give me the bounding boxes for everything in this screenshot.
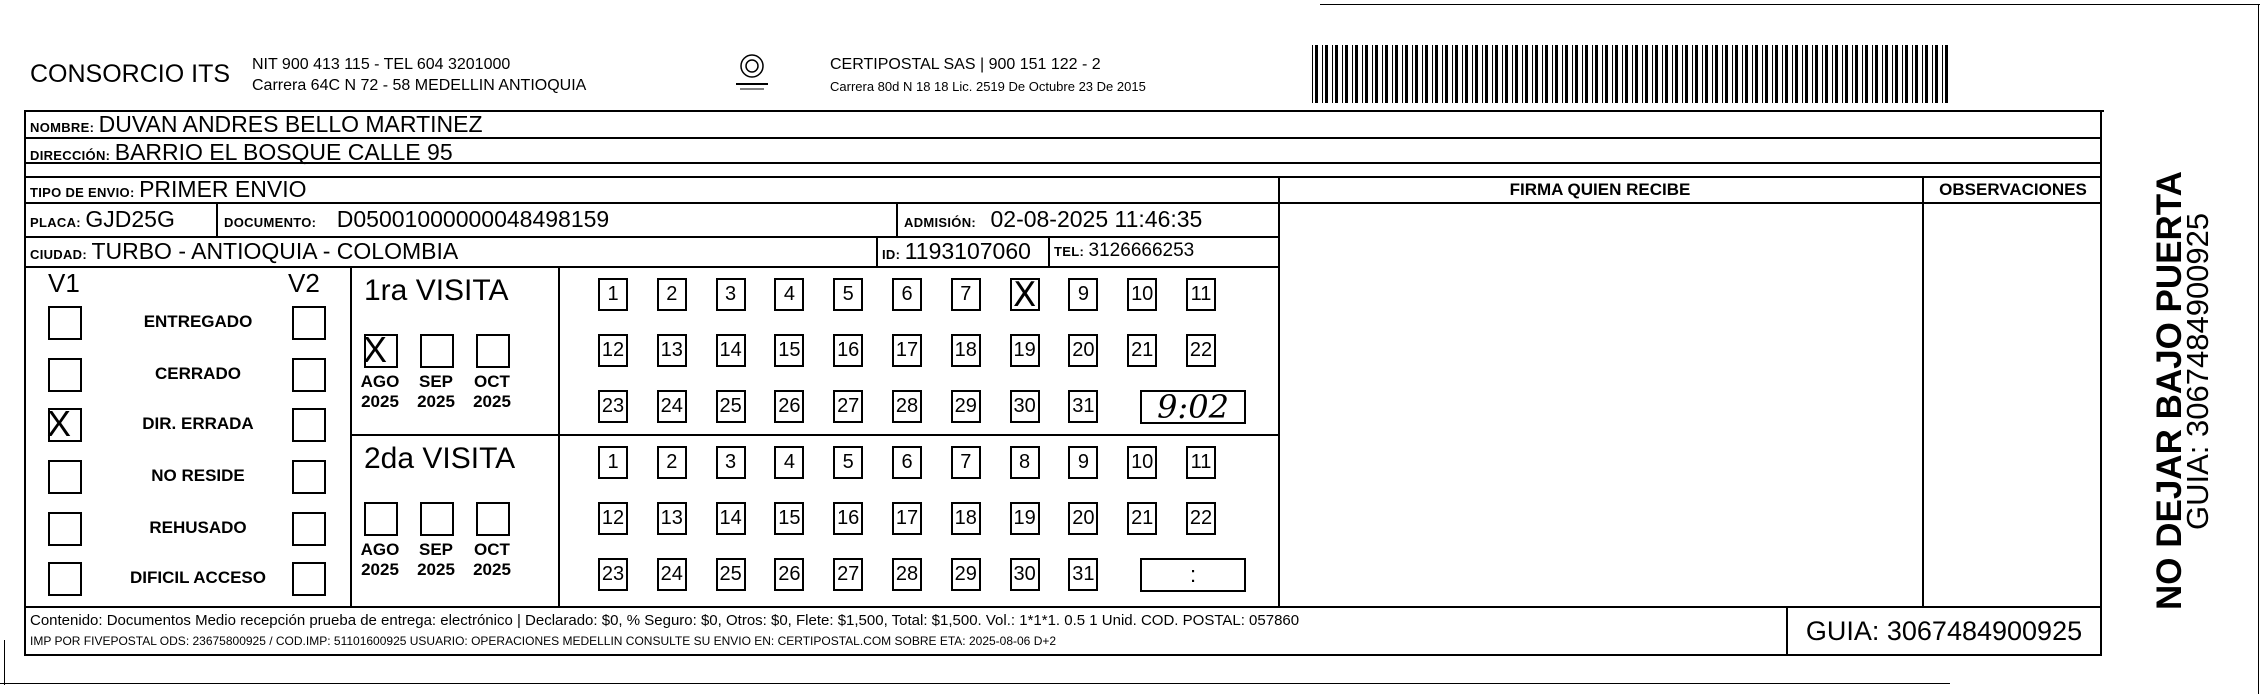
day-box[interactable] [598,558,628,591]
v2-checkbox[interactable] [292,408,326,442]
id-label: ID: [882,247,901,262]
firma-divider [1278,176,1280,606]
day-number: 22 [1189,339,1213,361]
day-box[interactable] [598,390,628,423]
day-number: 17 [895,507,919,529]
day-box[interactable] [774,446,804,479]
day-box[interactable] [1127,446,1157,479]
day-number: 6 [901,451,913,473]
day-number: 1 [607,451,619,473]
day-box[interactable] [774,334,804,367]
day-number: 12 [601,507,625,529]
status-divider [350,266,352,606]
scan-right-edge [2258,4,2259,694]
v1-checkbox[interactable] [47,403,82,444]
day-number: 10 [1131,451,1154,473]
firma-header: FIRMA QUIEN RECIBE [1509,180,1691,199]
day-box[interactable] [1127,334,1157,367]
day-box[interactable] [1127,278,1157,311]
visit-divider [558,266,560,606]
year-label: 2025 [361,392,399,411]
id-divider [876,236,878,266]
day-number: 19 [1013,339,1036,361]
day-number: 29 [954,395,977,417]
admision-value: 02-08-2025 11:46:35 [990,206,1203,232]
v2-checkbox[interactable] [292,306,326,340]
month-checkbox[interactable] [363,329,398,370]
placa-label: PLACA: [30,215,81,230]
admision-divider [896,202,898,236]
id-value: 1193107060 [904,238,1031,264]
day-box[interactable] [598,278,628,311]
year-label: 2025 [417,392,455,411]
day-number: 30 [1013,563,1036,585]
placa-divider [216,202,218,236]
status-label: ENTREGADO [143,312,253,331]
day-box[interactable] [1010,558,1040,591]
day-box[interactable] [1127,502,1157,535]
nombre-field [30,111,483,138]
day-number: 28 [895,395,919,417]
tipo-value: PRIMER ENVIO [139,176,307,202]
documento-value: D05001000000048498159 [336,206,610,232]
day-number: 24 [660,563,683,585]
day-box[interactable] [892,334,922,367]
day-box[interactable] [1010,446,1040,479]
day-number: 7 [960,283,972,305]
day-box[interactable] [1068,502,1098,535]
day-number: 21 [1131,339,1154,361]
month-label: AGO [360,372,400,391]
day-number: 23 [601,563,625,585]
id-field [882,238,1031,265]
direccion-value: BARRIO EL BOSQUE CALLE 95 [114,139,453,165]
day-box[interactable] [892,446,922,479]
day-number: 13 [660,339,683,361]
time-box[interactable]: : [1140,558,1246,592]
check-mark-icon: X [47,403,72,444]
day-box[interactable] [774,390,804,423]
status-label: DIFICIL ACCESO [129,568,266,587]
day-box[interactable] [774,558,804,591]
footer-line-1: Contenido: Documentos Medio recepción prueba de entrega: electrónico | Declarado: $0, % Seguro: $0, Otros: $0, Flete: $1,500, Total: $1,500. Vol.: 1*1*1. 0.5 1 Unid. COD. POSTAL: 057860 [30,612,1300,629]
day-box[interactable] [657,502,687,535]
ciudad-field [30,238,458,265]
documento-field [224,206,609,233]
v2-checkbox[interactable] [292,460,326,494]
month-label: OCT [474,372,510,391]
year-label: 2025 [473,392,511,411]
time-box[interactable]: 9:02 [1140,390,1246,424]
year-label: 2025 [361,560,399,579]
day-box[interactable] [1186,334,1216,367]
admision-label: ADMISIÓN: [904,215,977,230]
day-number: 26 [778,395,801,417]
day-number: 16 [837,339,860,361]
v1-checkbox[interactable] [48,306,82,340]
day-box[interactable] [892,502,922,535]
day-box[interactable] [716,558,746,591]
day-box[interactable] [1010,274,1040,315]
visit-mid-rule [350,434,1278,436]
day-box[interactable] [1010,502,1040,535]
carrier-line-2: Carrera 80d N 18 18 Lic. 2519 De Octubre 23 De 2015 [830,79,1146,94]
placa-value: GJD25G [85,206,175,232]
day-number: 14 [719,507,742,529]
day-box[interactable] [657,558,687,591]
day-box[interactable] [598,502,628,535]
day-box[interactable] [892,278,922,311]
day-number: 21 [1131,507,1154,529]
day-box[interactable] [951,334,981,367]
check-mark-icon: X [363,329,388,370]
ciudad-value: TURBO - ANTIOQUIA - COLOMBIA [91,238,459,264]
day-number: 31 [1072,395,1095,417]
month-checkbox[interactable] [420,334,454,368]
day-box[interactable] [892,390,922,423]
v2-checkbox[interactable] [292,358,326,392]
day-box[interactable] [833,446,863,479]
day-number: 2 [666,283,678,305]
day-box[interactable] [1186,446,1216,479]
day-number: 3 [725,451,737,473]
status-label: NO RESIDE [151,466,245,485]
day-box[interactable] [598,334,628,367]
day-number: 4 [783,451,795,473]
direccion-label: DIRECCIÓN: [30,148,111,163]
day-box[interactable] [716,446,746,479]
v1-checkbox[interactable] [48,562,82,596]
day-number: 24 [660,395,683,417]
day-number: 16 [837,507,860,529]
day-number: 7 [960,451,972,473]
day-box[interactable] [892,558,922,591]
ciudad-label: CIUDAD: [30,247,87,262]
day-number: 22 [1189,507,1213,529]
footer-guia: GUIA: 3067484900925 [1805,616,2083,646]
day-box[interactable] [1068,446,1098,479]
day-number: 13 [660,507,683,529]
documento-label: DOCUMENTO: [224,215,317,230]
day-number: 5 [842,283,854,305]
tipo-label: TIPO DE ENVIO: [30,185,135,200]
side-warning: NO DEJAR BAJO PUERTA [2150,171,2189,610]
day-box[interactable] [1068,334,1098,367]
side-guia: GUIA: 3067484900925 [2180,212,2215,530]
v2-label: V2 [288,268,320,298]
check-mark-icon: X [1012,274,1037,315]
day-box[interactable] [716,390,746,423]
barcode [1310,45,1950,103]
day-box[interactable] [1068,558,1098,591]
day-number: 31 [1072,563,1095,585]
v2-checkbox[interactable] [292,512,326,546]
company-line-2: Carrera 64C N 72 - 58 MEDELLIN ANTIOQUIA [252,77,587,94]
tel-label: TEL: [1054,244,1085,259]
day-number: 29 [954,563,977,585]
day-box[interactable] [1010,390,1040,423]
day-box[interactable] [951,390,981,423]
day-box[interactable] [833,334,863,367]
observaciones-header: OBSERVACIONES [1939,180,2087,199]
day-number: 28 [895,563,919,585]
certipostal-logo [730,52,774,96]
day-number: 6 [901,283,913,305]
day-box[interactable] [774,278,804,311]
day-number: 20 [1072,507,1095,529]
day-box[interactable] [598,446,628,479]
day-number: 15 [778,507,801,529]
tel-value: 3126666253 [1088,240,1195,261]
day-box[interactable] [657,390,687,423]
day-box[interactable] [657,334,687,367]
status-label: DIR. ERRADA [142,414,254,433]
footer-line-2: IMP POR FIVEPOSTAL ODS: 23675800925 / COD.IMP: 51101600925 USUARIO: OPERACIONES MEDELLIN CONSULTE SU ENVIO EN: CERTIPOSTAL.COM SOBRE ETA: 2025-08-06 D+2 [30,634,1057,648]
year-label: 2025 [417,560,455,579]
day-box[interactable] [774,502,804,535]
v1-label: V1 [48,268,80,298]
day-number: 25 [719,395,742,417]
day-number: 15 [778,339,801,361]
carrier-line-1: CERTIPOSTAL SAS | 900 151 122 - 2 [830,56,1101,73]
row-rule-3 [24,176,2102,178]
day-box[interactable] [657,446,687,479]
day-number: 20 [1072,339,1095,361]
day-box[interactable] [1010,334,1040,367]
day-number: 12 [601,339,625,361]
visit-title: 1ra VISITA [364,274,509,307]
day-box[interactable] [1068,390,1098,423]
obs-divider [1922,176,1924,606]
tipo-field [30,176,306,203]
day-box[interactable] [833,390,863,423]
day-number: 27 [837,395,860,417]
day-number: 23 [601,395,625,417]
day-number: 1 [607,283,619,305]
day-box[interactable] [716,502,746,535]
admision-field [904,206,1202,233]
v1-checkbox[interactable] [48,512,82,546]
day-number: 27 [837,563,860,585]
day-box[interactable] [716,334,746,367]
tel-field [1054,240,1194,262]
day-number: 26 [778,563,801,585]
month-checkbox[interactable] [476,334,510,368]
day-box[interactable] [833,558,863,591]
month-checkbox[interactable] [476,502,510,536]
year-label: 2025 [473,560,511,579]
day-box[interactable] [951,502,981,535]
day-number: 2 [666,451,678,473]
day-box[interactable] [716,278,746,311]
day-number: 10 [1131,283,1154,305]
day-box[interactable] [1068,278,1098,311]
day-box[interactable] [657,278,687,311]
day-number: 18 [954,339,977,361]
day-number: 3 [725,283,737,305]
status-label: REHUSADO [149,518,247,537]
company-name: CONSORCIO ITS [30,60,231,88]
day-number: 9 [1077,283,1089,305]
day-number: 9 [1077,451,1089,473]
v1-checkbox[interactable] [48,460,82,494]
day-box[interactable] [1186,502,1216,535]
direccion-field [30,139,453,166]
v2-checkbox[interactable] [292,562,326,596]
placa-field [30,206,175,233]
month-label: AGO [360,540,400,559]
day-number: 25 [719,563,742,585]
month-checkbox[interactable] [364,502,398,536]
row-rule-4 [24,202,2102,204]
v1-checkbox[interactable] [48,358,82,392]
day-number: 5 [842,451,854,473]
day-number: 4 [783,283,795,305]
day-box[interactable] [951,278,981,311]
status-label: CERRADO [155,364,241,383]
day-number: 11 [1190,451,1212,473]
day-number: 18 [954,507,977,529]
month-label: SEP [418,540,454,559]
day-number: 30 [1013,395,1036,417]
scan-left-edge [4,640,5,685]
day-box[interactable] [833,502,863,535]
nombre-label: NOMBRE: [30,120,95,135]
month-checkbox[interactable] [420,502,454,536]
row-rule-6 [24,266,1280,268]
scan-bottom-edge [0,683,1950,684]
day-box[interactable] [1186,278,1216,311]
day-number: 8 [1019,451,1031,473]
footer-rule [24,606,2102,608]
day-number: 17 [895,339,919,361]
day-box[interactable] [833,278,863,311]
scan-top-edge [1320,4,2260,5]
day-box[interactable] [951,446,981,479]
nombre-value: DUVAN ANDRES BELLO MARTINEZ [98,111,483,137]
company-line-1: NIT 900 413 115 - TEL 604 3201000 [252,56,511,73]
tel-divider [1048,236,1050,266]
month-label: SEP [418,372,454,391]
day-number: 11 [1190,283,1212,305]
day-box[interactable] [951,558,981,591]
day-number: 19 [1013,507,1036,529]
month-label: OCT [474,540,510,559]
visit-title: 2da VISITA [364,442,516,475]
day-number: 14 [719,339,742,361]
